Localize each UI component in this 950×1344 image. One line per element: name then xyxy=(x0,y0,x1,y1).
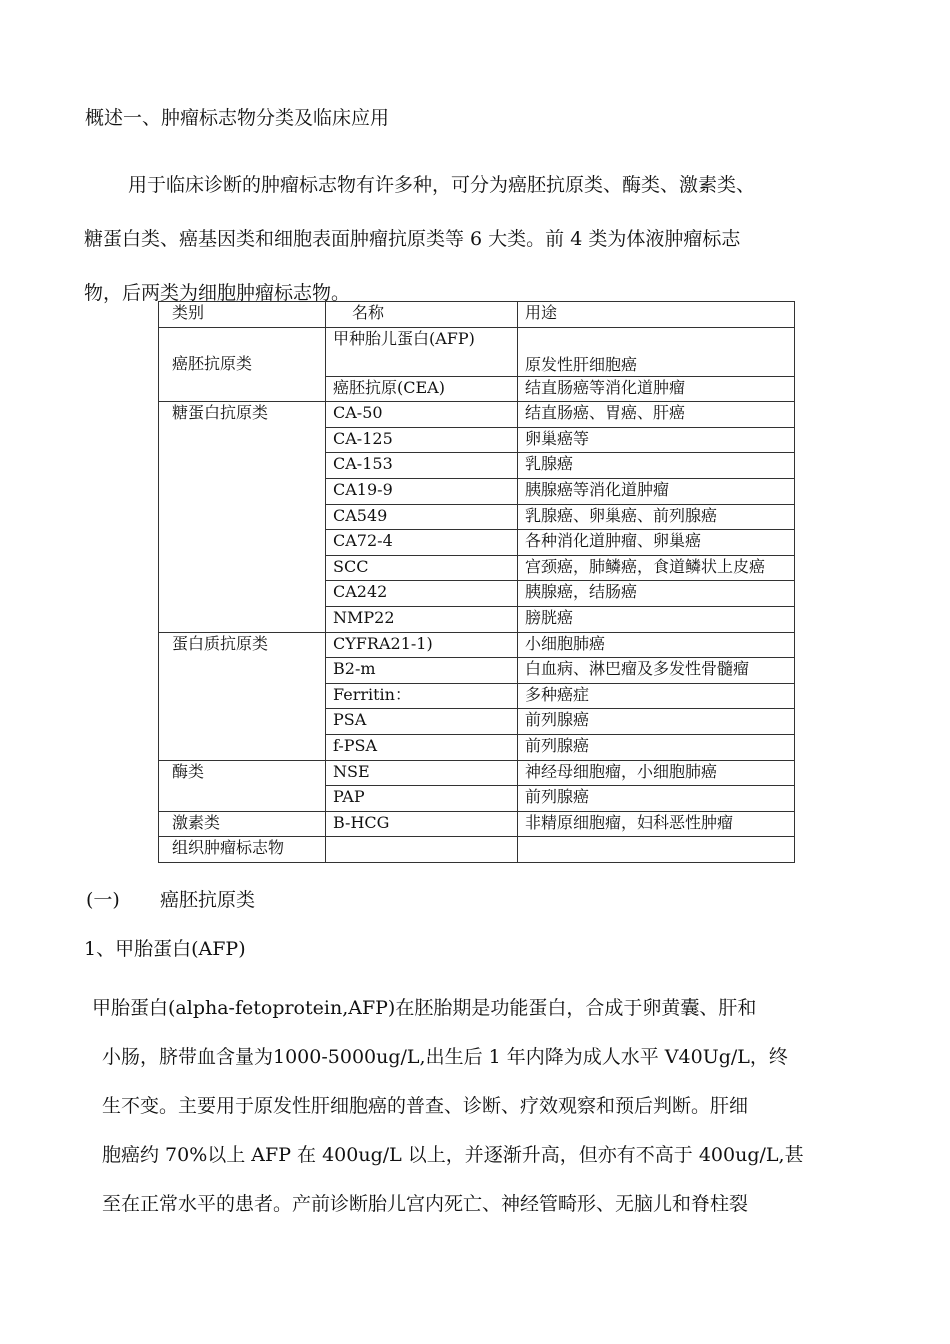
name-cell: CA-153 xyxy=(326,453,518,479)
use-cell: 宫颈癌，肺鳞癌，食道鳞状上皮癌 xyxy=(518,555,795,581)
name-cell xyxy=(326,837,518,863)
name-cell: CA242 xyxy=(326,581,518,607)
table-row xyxy=(159,402,795,428)
category-cell: 酶类 xyxy=(159,760,326,811)
intro-line: 糖蛋白类、癌基因类和细胞表面肿瘤抗原类等 6 大类。前 4 类为体液肿瘤标志 xyxy=(84,228,741,250)
subsection-heading xyxy=(86,886,255,914)
table-row xyxy=(159,837,795,863)
name-cell: CYFRA21-1) xyxy=(326,632,518,658)
name-cell: CA72-4 xyxy=(326,530,518,556)
use-cell: 各种消化道肿瘤、卵巢癌 xyxy=(518,530,795,556)
use-cell: 白血病、淋巴瘤及多发性骨髓瘤 xyxy=(518,658,795,684)
intro-line: 物，后两类为细胞肿瘤标志物。 xyxy=(84,282,351,304)
section-heading: 概述一、肿瘤标志物分类及临床应用 xyxy=(85,107,390,129)
subsection-title: 癌胚抗原类 xyxy=(160,889,256,911)
use-cell: 神经母细胞瘤，小细胞肺癌 xyxy=(518,760,795,786)
use-cell: 卵巢癌等 xyxy=(518,427,795,453)
name-cell: f-PSA xyxy=(326,734,518,760)
afp-line: 生不变。主要用于原发性肝细胞癌的普查、诊断、疗效观察和预后判断。肝细 xyxy=(102,1095,749,1117)
name-cell: Ferritin： xyxy=(326,683,518,709)
use-cell: 乳腺癌、卵巢癌、前列腺癌 xyxy=(518,504,795,530)
name-cell: B-HCG xyxy=(326,811,518,837)
name-cell: 癌胚抗原(CEA) xyxy=(326,376,518,402)
intro-line: 用于临床诊断的肿瘤标志物有许多种，可分为癌胚抗原类、酶类、激素类、 xyxy=(128,174,756,196)
afp-line: 胞癌约 70%以上 AFP 在 400ug/L 以上，并逐渐升高，但亦有不高于 400ug/L,甚 xyxy=(102,1144,804,1166)
item-heading: 1、甲胎蛋白(AFP) xyxy=(84,938,246,960)
use-cell: 非精原细胞瘤，妇科恶性肿瘤 xyxy=(518,811,795,837)
category-cell: 癌胚抗原类 xyxy=(159,327,326,402)
use-cell: 膀胱癌 xyxy=(518,606,795,632)
name-cell: CA549 xyxy=(326,504,518,530)
header-name: 名称 xyxy=(326,302,518,328)
use-cell: 乳腺癌 xyxy=(518,453,795,479)
table-header-row xyxy=(159,302,795,328)
category-cell: 激素类 xyxy=(159,811,326,837)
table-row xyxy=(159,811,795,837)
afp-line: 甲胎蛋白(alpha-fetoprotein,AFP)在胚胎期是功能蛋白，合成于卵黄囊、肝和 xyxy=(92,997,757,1019)
name-cell: CA-50 xyxy=(326,402,518,428)
afp-line: 至在正常水平的患者。产前诊断胎儿宫内死亡、神经管畸形、无脑儿和脊柱裂 xyxy=(102,1193,749,1215)
table-row xyxy=(159,327,795,376)
afp-paragraph xyxy=(92,984,862,1229)
category-cell: 蛋白质抗原类 xyxy=(159,632,326,760)
name-cell: B2-m xyxy=(326,658,518,684)
use-cell: 胰腺癌等消化道肿瘤 xyxy=(518,478,795,504)
use-cell: 结直肠癌、胃癌、肝癌 xyxy=(518,402,795,428)
category-cell: 组织肿瘤标志物 xyxy=(159,837,326,863)
name-cell: 甲种胎儿蛋白(AFP) xyxy=(326,327,518,376)
name-cell: CA-125 xyxy=(326,427,518,453)
tumor-marker-table xyxy=(158,301,795,863)
table-row xyxy=(159,760,795,786)
subsection-number: (一) xyxy=(86,889,120,911)
use-cell: 前列腺癌 xyxy=(518,734,795,760)
use-cell: 多种癌症 xyxy=(518,683,795,709)
name-cell: SCC xyxy=(326,555,518,581)
table-row xyxy=(159,632,795,658)
use-cell: 小细胞肺癌 xyxy=(518,632,795,658)
name-cell: PSA xyxy=(326,709,518,735)
use-cell: 前列腺癌 xyxy=(518,709,795,735)
use-cell: 结直肠癌等消化道肿瘤 xyxy=(518,376,795,402)
use-cell: 前列腺癌 xyxy=(518,786,795,812)
header-use: 用途 xyxy=(518,302,795,328)
use-cell: 原发性肝细胞癌 xyxy=(518,327,795,376)
header-category: 类别 xyxy=(159,302,326,328)
name-cell: NSE xyxy=(326,760,518,786)
name-cell: CA19-9 xyxy=(326,478,518,504)
use-cell: 胰腺癌，结肠癌 xyxy=(518,581,795,607)
use-cell xyxy=(518,837,795,863)
afp-line: 小肠，脐带血含量为1000-5000ug/L,出生后 1 年内降为成人水平 V40Ug/L，终 xyxy=(102,1046,788,1068)
category-cell: 糖蛋白抗原类 xyxy=(159,402,326,632)
name-cell: NMP22 xyxy=(326,606,518,632)
intro-paragraph xyxy=(84,158,874,320)
name-cell: PAP xyxy=(326,786,518,812)
